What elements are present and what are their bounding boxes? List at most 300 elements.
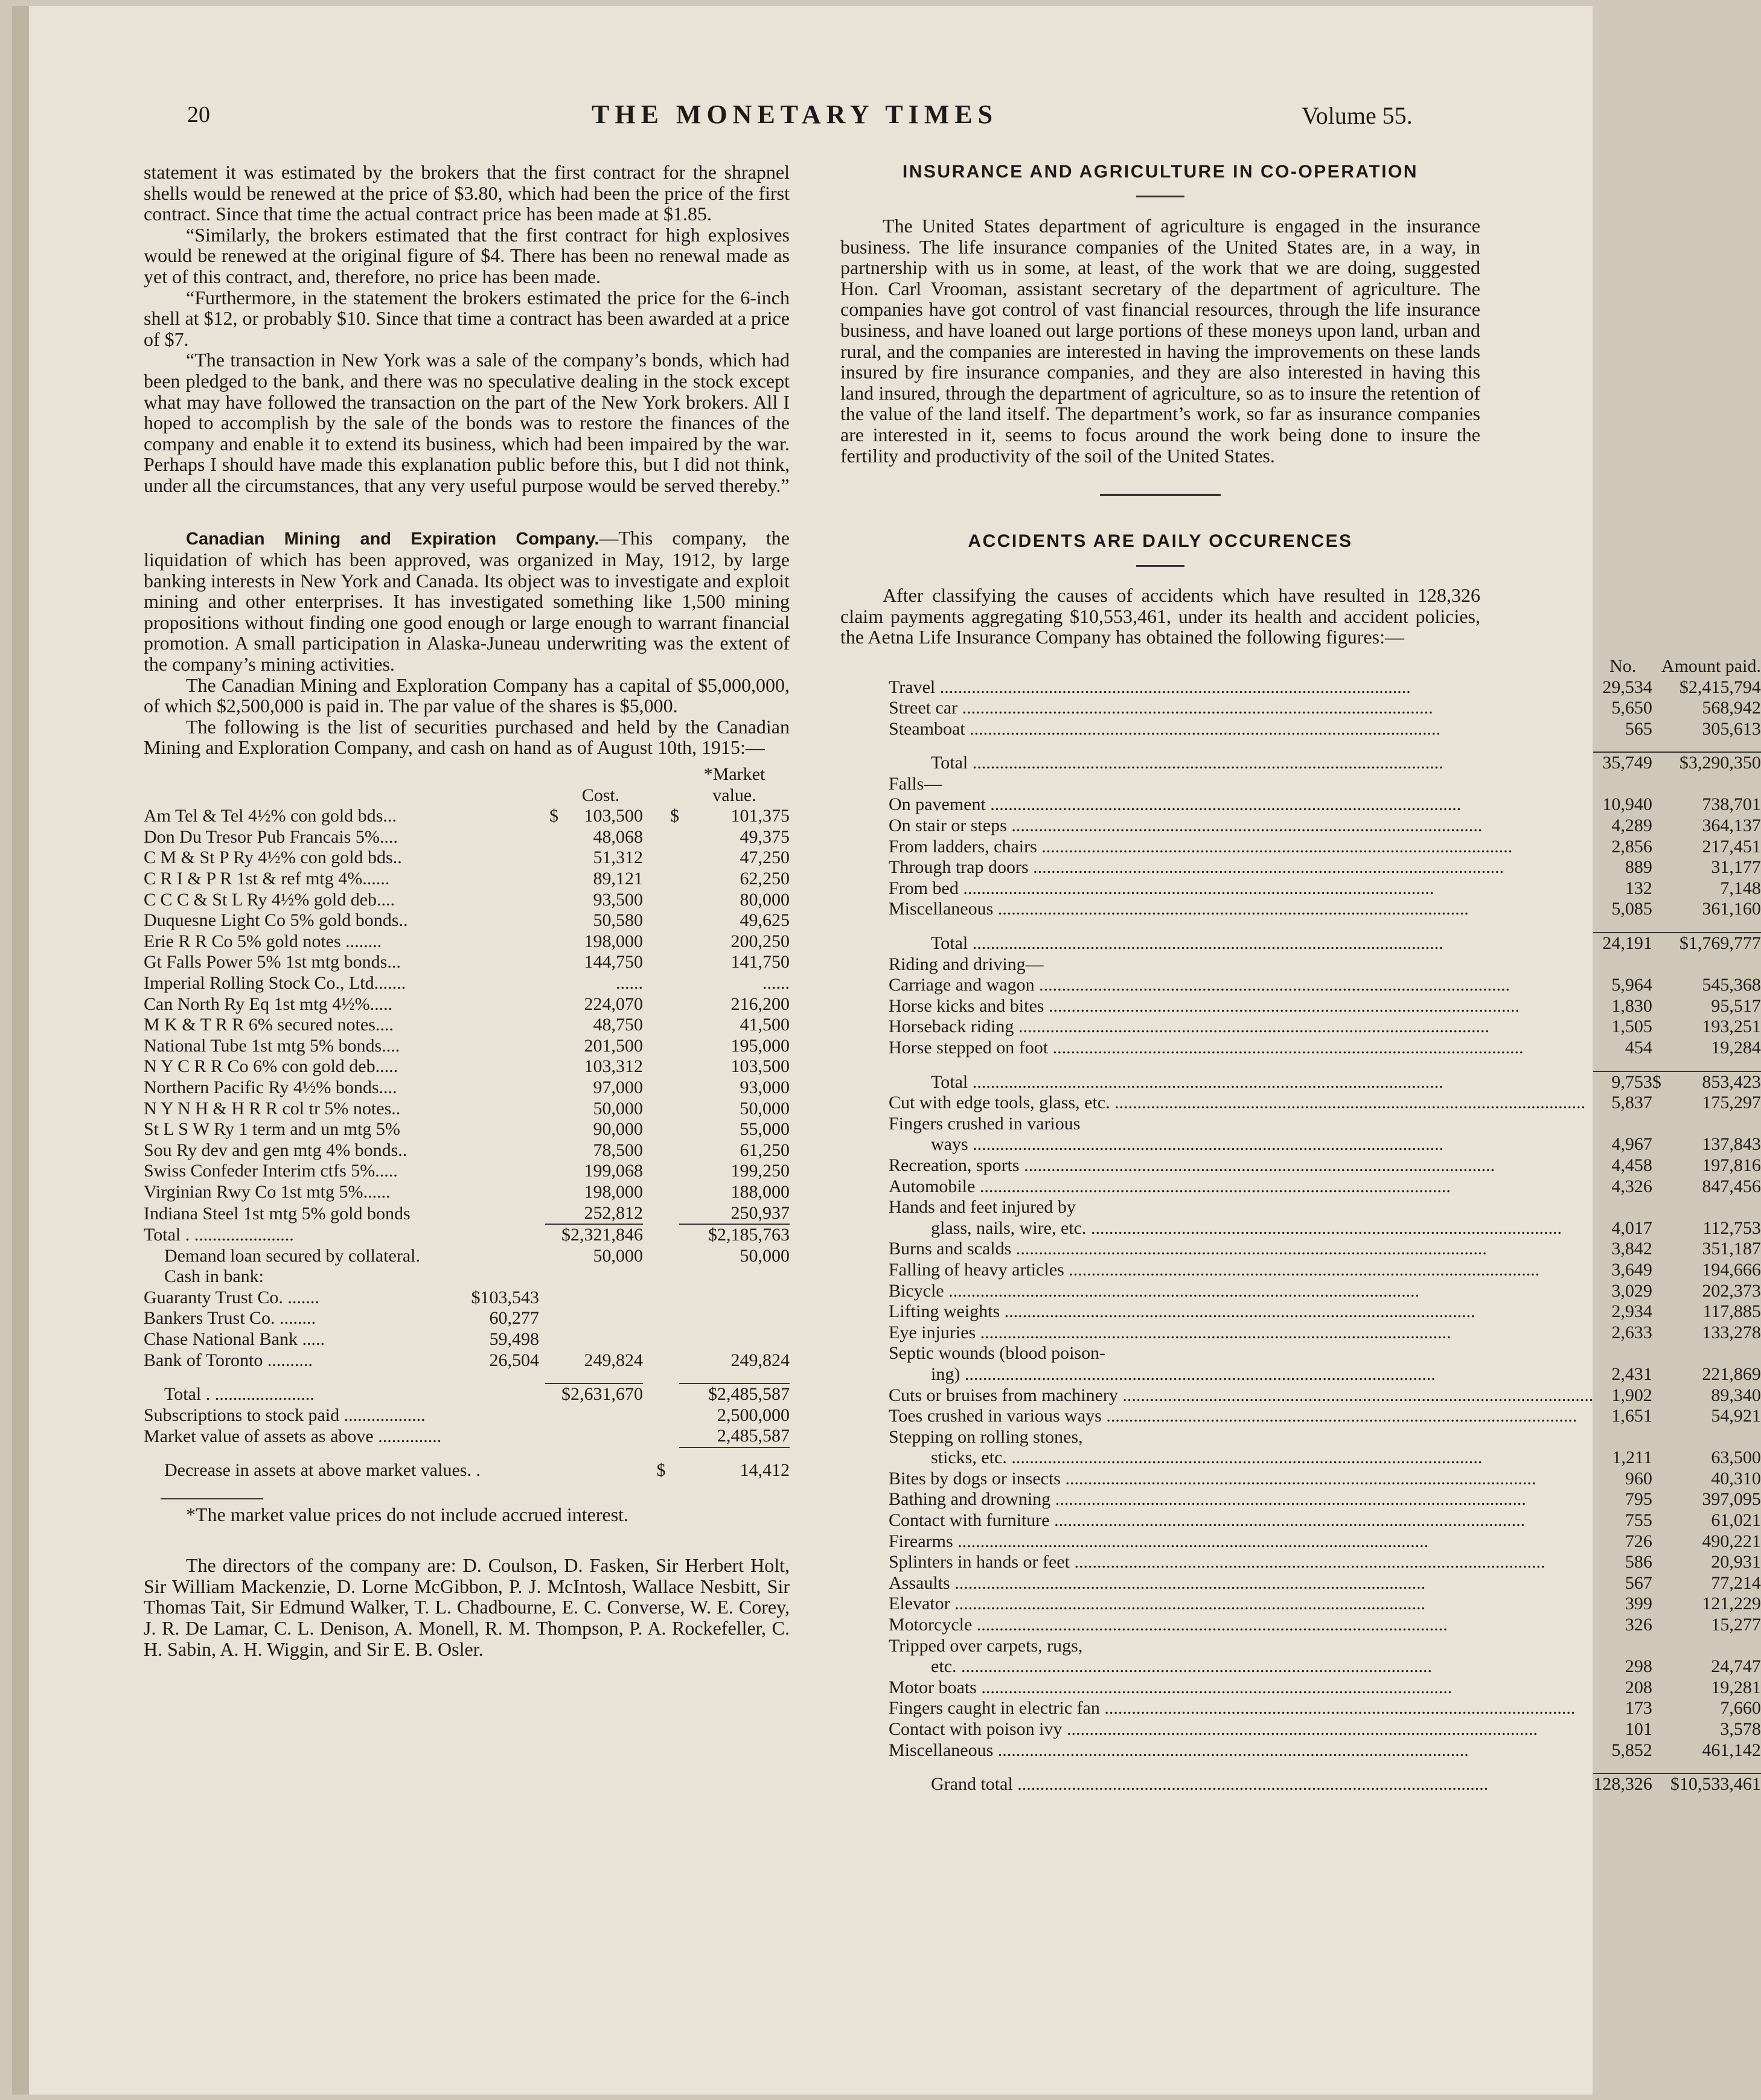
spacer xyxy=(1593,739,1652,752)
bank-cost xyxy=(558,1288,643,1309)
table-row xyxy=(889,1447,1761,1469)
demand-loan-market: 50,000 xyxy=(740,1245,790,1266)
cause-label: Horse stepped on foot ..... xyxy=(889,1038,1593,1059)
cause-label: Hands and feet injured by xyxy=(889,1197,1076,1218)
decrease-value: 14,412 xyxy=(740,1460,790,1481)
cause-label: Cut with edge tools, glass, etc. ..... xyxy=(889,1093,1593,1114)
spacer xyxy=(1661,1761,1761,1773)
amount-currency xyxy=(1652,1406,1661,1427)
security-name: Indiana Steel 1st mtg 5% gold bonds xyxy=(144,1203,411,1224)
market-currency xyxy=(643,1119,679,1140)
bank-name: Chase National Bank ..... xyxy=(144,1329,325,1350)
grand-total-amount: $10,533,461 xyxy=(1661,1773,1761,1795)
cause-label: Eye injuries ..... xyxy=(889,1323,1593,1344)
cause-count: 3,649 xyxy=(1611,1259,1652,1280)
cause-cell xyxy=(889,1038,1593,1059)
table-row xyxy=(889,857,1761,878)
cause-amount: 19,281 xyxy=(1711,1677,1761,1697)
spacer xyxy=(1652,1059,1661,1071)
cause-amount: 112,753 xyxy=(1702,1218,1761,1238)
cause-count: 5,964 xyxy=(1611,975,1652,995)
cause-amount: 95,517 xyxy=(1711,995,1761,1016)
cause-label: Miscellaneous ..... xyxy=(889,899,1593,920)
cause-amount: 24,747 xyxy=(1711,1656,1761,1677)
cost-currency: $ xyxy=(549,806,558,826)
security-name: N Y C R R Co 6% con gold deb..... xyxy=(144,1056,398,1077)
cause-count: 960 xyxy=(1625,1468,1652,1489)
spacer xyxy=(1661,1343,1761,1364)
cause-amount: 40,310 xyxy=(1711,1468,1761,1489)
cause-count: 2,934 xyxy=(1611,1301,1652,1322)
cause-cell xyxy=(889,933,1593,954)
market-currency xyxy=(643,847,679,869)
amount-currency xyxy=(1652,996,1661,1017)
cause-count: 326 xyxy=(1625,1615,1652,1635)
security-cost: ...... xyxy=(616,972,643,993)
cause-amount: 738,701 xyxy=(1702,794,1761,815)
market-header-line2: value. xyxy=(712,785,756,805)
cost-currency xyxy=(545,1161,558,1182)
cost-currency xyxy=(545,994,558,1015)
amount-currency xyxy=(1652,815,1661,837)
total-amount: $1,769,777 xyxy=(1661,933,1761,954)
market-currency xyxy=(643,869,679,890)
amount-currency xyxy=(1652,1773,1661,1795)
spacer xyxy=(1593,1059,1652,1071)
cause-amount: 202,373 xyxy=(1702,1280,1761,1301)
security-cost: 97,000 xyxy=(593,1077,643,1097)
market-currency xyxy=(643,973,679,994)
bank-market: 249,824 xyxy=(730,1350,790,1370)
cause-label: Recreation, sports ..... xyxy=(889,1155,1593,1176)
table-row xyxy=(144,1099,790,1120)
cause-amount: 61,021 xyxy=(1711,1510,1761,1531)
decrease-label: Decrease in assets at above market values. . xyxy=(164,1460,481,1481)
amount-currency: $ xyxy=(1652,1071,1661,1092)
table-row xyxy=(889,1615,1761,1636)
market-currency xyxy=(643,1140,679,1161)
cause-cell xyxy=(889,1489,1593,1510)
page-number: 20 xyxy=(187,102,210,127)
security-market: 101,375 xyxy=(730,806,790,826)
market-header-line1: *Market xyxy=(703,764,765,785)
table-row xyxy=(889,996,1761,1017)
cause-cell xyxy=(889,1016,1593,1038)
amount-currency xyxy=(1652,1385,1661,1406)
publication-title: THE MONETARY TIMES xyxy=(592,100,999,129)
security-name: C M & St P Ry 4½% con gold bds.. xyxy=(144,847,402,868)
amount-currency xyxy=(1652,1038,1661,1059)
security-name: Imperial Rolling Stock Co., Ltd....... xyxy=(144,972,406,993)
spacer xyxy=(1593,954,1652,975)
cause-label-text: glass, nails, wire, etc. ..... xyxy=(931,1218,1593,1239)
table-row xyxy=(144,973,790,994)
cause-amount: 7,660 xyxy=(1720,1698,1761,1719)
cause-count: 399 xyxy=(1625,1594,1652,1614)
table-row xyxy=(889,794,1761,815)
security-name: N Y N H & H R R col tr 5% notes.. xyxy=(144,1098,401,1119)
cause-label: From bed ..... xyxy=(889,878,1593,899)
cause-label-cont xyxy=(889,1134,1593,1155)
insurance-heading: INSURANCE AND AGRICULTURE IN CO-OPERATION xyxy=(902,162,1419,182)
cause-amount: 351,187 xyxy=(1702,1239,1761,1259)
spacer xyxy=(643,1329,679,1350)
spacer xyxy=(889,920,1593,933)
cause-count: 4,967 xyxy=(1611,1134,1652,1155)
amount-currency xyxy=(1652,1719,1661,1740)
cause-amount: 545,368 xyxy=(1702,975,1761,995)
spacer xyxy=(1593,1761,1652,1773)
cause-count: 726 xyxy=(1625,1531,1652,1551)
amount-currency xyxy=(1652,752,1661,774)
table-row xyxy=(889,1281,1761,1302)
cause-amount: 221,869 xyxy=(1702,1364,1761,1384)
cause-cell xyxy=(889,1531,1593,1553)
spacer xyxy=(1593,1427,1652,1448)
cause-amount: 568,942 xyxy=(1702,698,1761,718)
table-row xyxy=(889,1406,1761,1427)
amount-currency xyxy=(1652,1016,1661,1038)
table-row xyxy=(889,1197,1761,1218)
amount-currency xyxy=(1652,1301,1661,1323)
table-row xyxy=(889,1510,1761,1531)
bank-market xyxy=(679,1288,790,1309)
table-row xyxy=(889,1698,1761,1719)
cause-count: 298 xyxy=(1625,1656,1652,1677)
cause-label-text: ing) ..... xyxy=(931,1364,1593,1385)
amount-currency xyxy=(1652,878,1661,899)
cause-label-text: ways ..... xyxy=(931,1134,1593,1155)
table-row xyxy=(144,1015,790,1036)
page-header xyxy=(12,97,1593,139)
cause-label: Contact with furniture ..... xyxy=(889,1510,1593,1531)
subscriptions-label: Subscriptions to stock paid .................. xyxy=(144,1405,426,1425)
row-gap xyxy=(889,920,1761,933)
spacer xyxy=(1593,774,1652,795)
cost-currency xyxy=(545,952,558,973)
table-row xyxy=(889,677,1761,698)
insurance-paragraph: The United States department of agriculture is engaged in the insurance business. The life insurance companies of the United States are, in a way, in partnership with us in some, at least, of the work that we are doing, suggested Hon. Carl Vrooman, assistant secretary of the department of agriculture. The companies have got control of vast financial resources, through the life insurance business, and have loaned out large portions of these moneys upon land, urban and rural, and the companies are interested in having the improvements on these lands insured by fire insurance companies, and they are also interested in having this land insured, through the department of agriculture, so as to insure the retention of the value of the land itself. The department’s work, so far as insurance companies are interested in it, seems to focus around the work being done to insure the fertility and productivity of the soil of the United States. xyxy=(840,215,1480,467)
table-row xyxy=(889,1155,1761,1176)
spacer xyxy=(889,1059,1593,1071)
security-name: Sou Ry dev and gen mtg 4% bonds.. xyxy=(144,1140,407,1160)
cause-cell xyxy=(889,1594,1593,1615)
cause-label-cont xyxy=(889,1218,1593,1239)
securities-table xyxy=(144,764,790,1481)
spacer xyxy=(545,1329,558,1350)
table-row xyxy=(144,1056,790,1077)
cause-count: 565 xyxy=(1625,718,1652,739)
amount-currency xyxy=(1652,1552,1661,1573)
amount-currency xyxy=(1652,899,1661,920)
cause-count: 132 xyxy=(1625,878,1652,898)
table-row xyxy=(144,910,790,931)
cause-cell xyxy=(889,1552,1593,1573)
spacer xyxy=(1652,1197,1661,1218)
table-row xyxy=(144,1350,790,1371)
spacer xyxy=(1593,920,1652,933)
cause-count: 5,852 xyxy=(1611,1740,1652,1760)
table-row xyxy=(144,994,790,1015)
cause-count: 2,856 xyxy=(1611,836,1652,857)
cause-count: 4,458 xyxy=(1611,1155,1652,1175)
amount-currency xyxy=(1652,1469,1661,1490)
table-row xyxy=(889,1134,1761,1155)
cause-label: Street car ..... xyxy=(889,698,1593,719)
cause-label: Tripped over carpets, rugs, xyxy=(889,1635,1083,1656)
bank-cost xyxy=(558,1308,643,1329)
cause-label-cont xyxy=(889,1447,1593,1469)
security-name: St L S W Ry 1 term and un mtg 5% xyxy=(144,1119,400,1140)
amount-currency xyxy=(1652,794,1661,815)
bank-name: Guaranty Trust Co. ....... xyxy=(144,1287,319,1307)
cause-label-text: sticks, etc. ..... xyxy=(931,1447,1593,1469)
cause-label: Carriage and wagon ..... xyxy=(889,975,1593,996)
table-row xyxy=(889,1719,1761,1740)
spacer xyxy=(1593,1343,1652,1364)
security-cost: 48,068 xyxy=(593,826,643,847)
market-value-label: Market value of assets as above .............. xyxy=(144,1426,442,1447)
cost-currency xyxy=(545,1015,558,1036)
table-row xyxy=(144,1203,790,1225)
spacer xyxy=(1661,1059,1761,1071)
cost-currency xyxy=(545,931,558,953)
grand-total-cost: $2,631,670 xyxy=(558,1384,643,1405)
amount-currency xyxy=(1652,857,1661,878)
table-row xyxy=(889,815,1761,837)
table-row xyxy=(144,890,790,911)
security-name: Duquesne Light Co 5% gold bonds.. xyxy=(144,910,408,931)
cause-count: 3,029 xyxy=(1611,1280,1652,1301)
cause-amount: 461,142 xyxy=(1702,1740,1761,1760)
grand-total-market: $2,485,587 xyxy=(679,1384,790,1405)
paragraph: “The transaction in New York was a sale of the company’s bonds, which had been pledged to the bank, and there was no speculative dealing in the stock except what may have followed the transaction on the part of the New York brokers. All I hoped to accomplish by the sale of the bonds was to restore the finances of the company and enable it to extend its business, which had been impaired by the war. Perhaps I should have made this explanation public before this, but I did not think, under all the circumstances, that any very useful purpose would be served thereby.” xyxy=(144,349,790,496)
security-market: 62,250 xyxy=(740,869,790,889)
cause-label: Travel ..... xyxy=(889,677,1593,698)
table-row xyxy=(889,1093,1761,1114)
spacer xyxy=(1593,1636,1652,1657)
spacer xyxy=(889,739,1593,752)
market-currency xyxy=(643,994,679,1015)
table-row xyxy=(889,1343,1761,1364)
bank-amount: $103,543 xyxy=(471,1287,539,1307)
spacer xyxy=(643,1288,679,1309)
cause-label: Firearms ..... xyxy=(889,1531,1593,1553)
amount-currency xyxy=(1652,677,1661,698)
security-market: 195,000 xyxy=(730,1035,790,1056)
cause-label: Fingers caught in electric fan ..... xyxy=(889,1698,1593,1719)
table-row xyxy=(144,952,790,973)
cause-label: Through trap doors ..... xyxy=(889,857,1593,878)
cause-amount: 63,500 xyxy=(1711,1447,1761,1468)
table-row xyxy=(889,1038,1761,1059)
table-row xyxy=(144,1329,790,1350)
cause-count: 101 xyxy=(1625,1719,1652,1739)
table-row xyxy=(889,1176,1761,1198)
cause-cell xyxy=(889,1260,1593,1281)
spacer xyxy=(889,1761,1593,1773)
amount-currency xyxy=(1652,1594,1661,1615)
bank-cell xyxy=(144,1308,545,1329)
spacer xyxy=(1652,920,1661,933)
security-cost: 78,500 xyxy=(593,1140,643,1160)
cost-currency xyxy=(545,910,558,931)
bank-cell xyxy=(144,1329,545,1350)
cause-amount: 197,816 xyxy=(1702,1155,1761,1175)
demand-loan-cost: 50,000 xyxy=(593,1245,643,1266)
cause-count: 454 xyxy=(1625,1038,1652,1058)
cause-label: Cuts or bruises from machinery ..... xyxy=(889,1385,1593,1406)
bank-name: Bankers Trust Co. ........ xyxy=(144,1308,316,1329)
market-currency xyxy=(643,890,679,911)
amount-currency xyxy=(1652,1615,1661,1636)
bank-amount: 59,498 xyxy=(489,1329,539,1350)
cause-label: Fingers crushed in various xyxy=(889,1113,1081,1134)
total-row xyxy=(889,752,1761,774)
cause-count: 1,902 xyxy=(1611,1385,1652,1405)
table-row xyxy=(889,1469,1761,1490)
table-row xyxy=(889,1594,1761,1615)
spacer xyxy=(1661,1197,1761,1218)
security-market: 199,250 xyxy=(730,1161,790,1181)
volume-label: Volume 55. xyxy=(1302,102,1413,129)
security-market: 250,937 xyxy=(730,1202,790,1223)
securities-rows xyxy=(144,806,790,1224)
cause-label: Burns and scalds ..... xyxy=(889,1239,1593,1260)
market-currency xyxy=(643,1056,679,1077)
bank-rows xyxy=(144,1288,790,1371)
market-currency xyxy=(643,910,679,931)
amount-currency xyxy=(1652,1323,1661,1344)
cause-label: Stepping on rolling stones, xyxy=(889,1426,1083,1447)
bank-cost: 249,824 xyxy=(584,1350,643,1370)
cause-count: 1,211 xyxy=(1612,1447,1652,1468)
total-label: Total . ...................... xyxy=(144,1225,294,1245)
grand-total-count: 128,326 xyxy=(1593,1774,1652,1795)
amount-currency xyxy=(1652,1218,1661,1239)
spacer xyxy=(1652,1114,1661,1135)
cause-label: Bites by dogs or insects ..... xyxy=(889,1469,1593,1490)
amount-currency xyxy=(1652,1656,1661,1677)
spacer xyxy=(1661,1114,1761,1135)
security-market: 200,250 xyxy=(730,931,790,951)
amount-currency xyxy=(1652,1531,1661,1553)
cause-cell xyxy=(889,752,1593,774)
cause-label: Motor boats ..... xyxy=(889,1677,1593,1699)
cause-label: From ladders, chairs ..... xyxy=(889,837,1593,858)
cause-cell xyxy=(889,1698,1593,1719)
cause-cell xyxy=(889,878,1593,899)
cause-label: Assaults ..... xyxy=(889,1573,1593,1594)
cause-amount: 117,885 xyxy=(1702,1301,1761,1322)
riding-label-text: Riding and driving— xyxy=(889,954,1044,974)
security-cost: 48,750 xyxy=(593,1015,643,1035)
total-amount: 853,423 xyxy=(1661,1071,1761,1093)
demand-loan-label: Demand loan secured by collateral. xyxy=(164,1245,420,1266)
market-currency xyxy=(643,1203,679,1225)
table-row xyxy=(144,806,790,827)
amount-currency xyxy=(1652,1698,1661,1719)
market-currency xyxy=(643,1099,679,1120)
table-row xyxy=(144,1182,790,1203)
mining-paragraph xyxy=(144,528,790,675)
market-currency xyxy=(643,1036,679,1057)
cause-label: On pavement ..... xyxy=(889,794,1593,815)
cause-label: Lifting weights ..... xyxy=(889,1301,1593,1323)
cause-count: 2,633 xyxy=(1611,1322,1652,1342)
cost-currency xyxy=(545,1203,558,1225)
cause-label: Contact with poison ivy ..... xyxy=(889,1719,1593,1740)
cause-count: 755 xyxy=(1625,1510,1652,1531)
amount-currency xyxy=(1652,1281,1661,1302)
table-row xyxy=(144,1288,790,1309)
cause-amount: 137,843 xyxy=(1702,1134,1761,1155)
table-row xyxy=(889,698,1761,719)
security-name: National Tube 1st mtg 5% bonds.... xyxy=(144,1035,400,1056)
cause-count: 795 xyxy=(1625,1489,1652,1510)
cause-count: 4,017 xyxy=(1611,1218,1652,1238)
cost-header: Cost. xyxy=(581,785,620,805)
cause-amount: 19,284 xyxy=(1711,1038,1761,1058)
amount-currency xyxy=(1652,1510,1661,1531)
cause-count: 4,326 xyxy=(1611,1176,1652,1196)
page xyxy=(12,6,1761,2095)
security-cost: 89,121 xyxy=(593,869,643,889)
spacer xyxy=(643,1350,679,1371)
spacer xyxy=(1652,774,1661,795)
table-row xyxy=(889,1656,1761,1677)
table-row xyxy=(889,1489,1761,1510)
market-currency: $ xyxy=(670,806,679,826)
cause-cell xyxy=(889,837,1593,858)
amount-currency xyxy=(1652,1176,1661,1198)
security-name: Northern Pacific Ry 4½% bonds.... xyxy=(144,1077,397,1097)
cause-cell xyxy=(889,1740,1593,1761)
amount-currency xyxy=(1652,1740,1661,1761)
cost-currency xyxy=(545,1036,558,1057)
security-market: 141,750 xyxy=(730,952,790,972)
table-row xyxy=(889,1531,1761,1553)
security-market: 80,000 xyxy=(740,889,790,910)
cause-cell xyxy=(889,719,1593,740)
table-row xyxy=(144,1161,790,1182)
total-count: 9,753 xyxy=(1593,1071,1652,1093)
cause-cell xyxy=(889,794,1593,815)
cost-currency xyxy=(545,1056,558,1077)
row-gap xyxy=(889,739,1761,752)
amount-header: Amount paid. xyxy=(1661,656,1761,676)
amount-currency xyxy=(1652,1489,1661,1510)
paragraph: statement it was estimated by the brokers that the first contract for the shrapnel shells would be renewed at the price of $3.80, which had been the price of the first contract. Since that time the actual contract price has been made at $1.85. xyxy=(144,161,790,225)
security-cost: 224,070 xyxy=(584,994,643,1014)
cause-cell xyxy=(889,1677,1593,1699)
security-cost: 201,500 xyxy=(584,1035,643,1056)
spacer xyxy=(1593,1114,1652,1135)
cause-amount: 31,177 xyxy=(1711,857,1761,878)
left-column xyxy=(144,162,790,1659)
amount-currency xyxy=(1652,1364,1661,1385)
amount-currency xyxy=(1652,1260,1661,1281)
table-row xyxy=(144,1140,790,1161)
cost-currency xyxy=(545,973,558,994)
spacer xyxy=(1652,1343,1661,1364)
market-currency xyxy=(643,1182,679,1203)
cause-label: Septic wounds (blood poison- xyxy=(889,1343,1106,1364)
bank-amount: 26,504 xyxy=(489,1350,539,1370)
spacer xyxy=(1661,774,1761,795)
table-row xyxy=(889,899,1761,920)
market-currency xyxy=(643,1161,679,1182)
